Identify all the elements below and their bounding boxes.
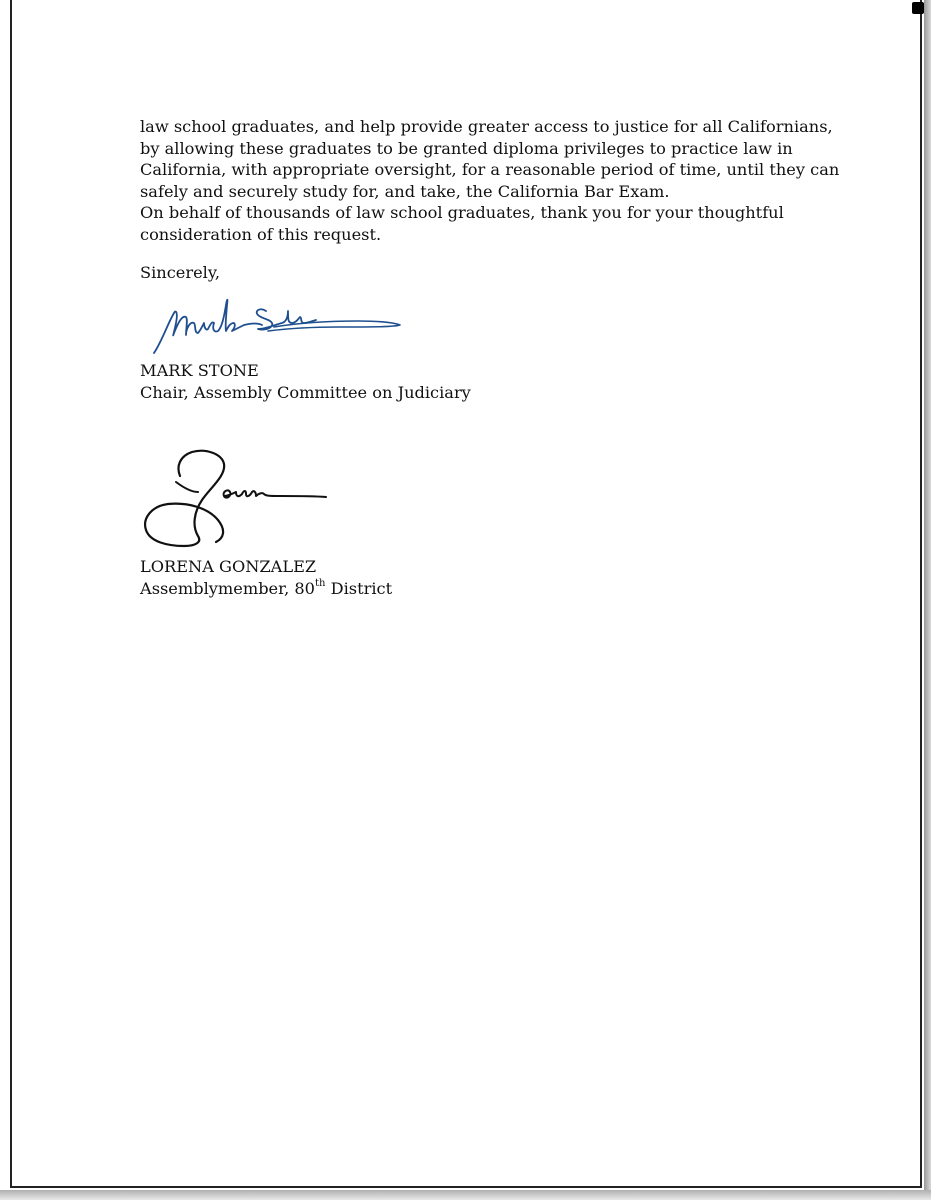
signatory-block-2 — [140, 556, 392, 599]
signatory-title: Chair, Assembly Committee on Judiciary — [140, 382, 471, 402]
signatory-name: MARK STONE — [140, 361, 259, 380]
body-line: California, with appropriate oversight, for a reasonable period of time, until they can — [140, 160, 840, 179]
body-line: consideration of this request. — [140, 224, 382, 244]
signatory-title-prefix: Assemblymember, 80 — [140, 578, 315, 598]
scroll-handle-icon[interactable] — [912, 2, 924, 14]
body-line: law school graduates, and help provide greater access to justice for all Californians, — [140, 117, 833, 136]
page-bottom-shadow — [0, 1190, 931, 1200]
signatory-title-suffix: District — [325, 578, 393, 598]
mark-stone-signature — [148, 283, 408, 363]
letter-body — [140, 116, 839, 245]
signatory-name: LORENA GONZALEZ — [140, 557, 317, 576]
body-line: On behalf of thousands of law school graduates, thank you for your thoughtful — [140, 203, 784, 222]
signatory-title-superscript: th — [315, 578, 326, 590]
signatory-title — [140, 578, 392, 600]
page-edge-shadow — [924, 0, 931, 1200]
body-line: by allowing these graduates to be granted diploma privileges to practice law in — [140, 138, 793, 158]
body-line: safely and securely study for, and take, the California Bar Exam. — [140, 181, 670, 201]
signatory-block-1 — [140, 360, 471, 403]
lorena-gonzalez-signature — [140, 446, 340, 552]
closing-salutation: Sincerely, — [140, 263, 220, 282]
